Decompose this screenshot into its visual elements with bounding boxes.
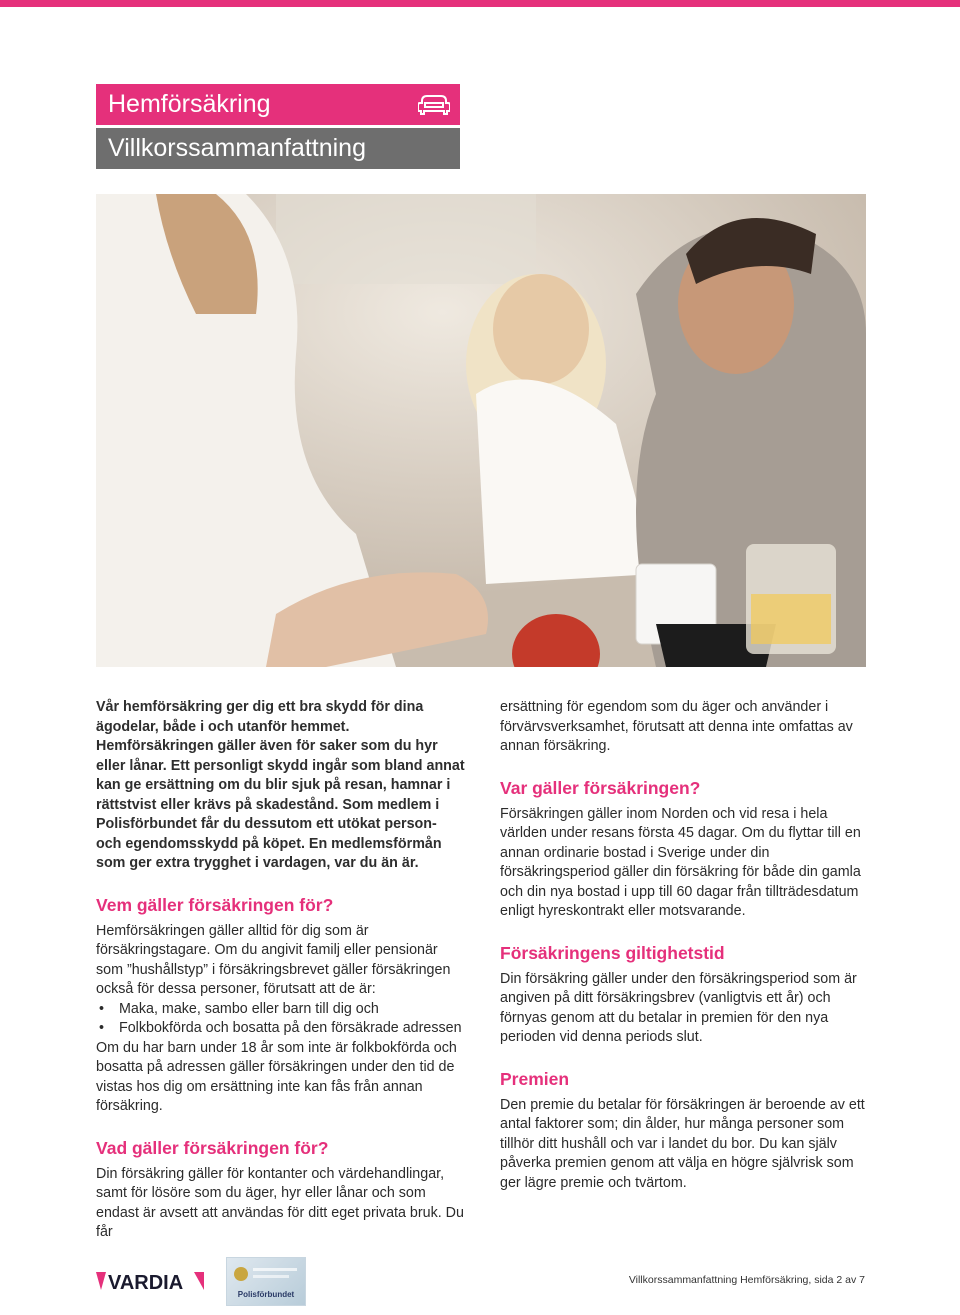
page-title-bar: [96, 84, 460, 125]
section-what: [96, 1137, 466, 1243]
badge-label: Polisförbundet: [237, 1290, 295, 1299]
page-subtitle: Villkorssammanfattning: [108, 134, 366, 162]
bullet-item: • Maka, make, sambo eller barn till dig och: [96, 1000, 466, 1020]
section-premium: [500, 1068, 870, 1194]
polisforbundet-badge: [226, 1257, 306, 1306]
section-heading-premium: Premien: [500, 1068, 570, 1089]
who-paragraph-2: Om du har barn under 18 år som inte är folkbokförda och bosatta på adressen gäller försäkringen under den tid de vistas hos dig om ersättning inte kan fås från annan försäkring.: [96, 1039, 457, 1114]
photo-illustration: [96, 194, 866, 667]
vardia-logo: [96, 1270, 204, 1292]
top-accent-stripe: [0, 0, 960, 7]
validity-paragraph: Din försäkring gäller under den försäkringsperiod som är angiven på ditt försäkringsbrev (vanligtvis ett år) och förnyas genom att du betalar in premien för den nya perioden vid denna periods slut.: [500, 970, 857, 1045]
section-continuation: [500, 698, 870, 757]
left-column: [96, 698, 466, 1263]
bullet-item: • Folkbokförda och bosatta på den försäkrade adressen: [96, 1019, 466, 1039]
section-validity: [500, 942, 870, 1048]
family-breakfast-photo: [96, 194, 866, 667]
page-footer-label: Villkorssammanfattning Hemförsäkring, sida 2 av 7: [628, 1274, 865, 1286]
who-paragraph: Hemförsäkringen gäller alltid för dig som är försäkringstagare. Om du angivit familj eller pensionär som ”hushållstyp” i försäkringsbrevet gäller försäkringen också för dessa personer, förutsatt att de är:: [96, 922, 451, 997]
section-heading-where: Var gäller försäkringen?: [500, 777, 701, 798]
section-who: [96, 894, 466, 1117]
section-heading-who: Vem gäller försäkringen för?: [96, 894, 334, 915]
continuation-paragraph: ersättning för egendom som du äger och använder i förvärvsverksamhet, förutsatt att denna inte omfattas av annan försäkring.: [500, 699, 853, 754]
page-title: Hemförsäkring: [108, 90, 271, 118]
intro-paragraph: Vår hemförsäkring ger dig ett bra skydd för dina ägodelar, både i och utanför hemmet. Hemförsäkringen gäller även för saker som du hyr eller lånar. Ett personligt skydd ingår som bland annat kan ge ersättning om du blir sjuk på resan, hamnar i rättstvist eller krävs på skadestånd. Som medlem i Polisförbundet får du dessutom ett utökat person- och egendomsskydd på köpet. En medlemsförmån som ger extra trygghet i vardagen, var du än är.: [96, 699, 465, 871]
brand-name: VARDIA: [108, 1272, 184, 1292]
section-heading-validity: Försäkringens giltighetstid: [500, 942, 725, 963]
sofa-icon: [418, 93, 450, 115]
page-subtitle-bar: [96, 128, 460, 169]
section-where: [500, 777, 870, 922]
premium-paragraph: Den premie du betalar för försäkringen är beroende av ett antal faktorer som; din ålder, hur många personer som tillhör ditt hushåll och var i landet du bor. Du kan själv påverka premien genom att välja en högre självrisk som ger lägre premie och tvärtom.: [500, 1096, 865, 1191]
section-heading-what: Vad gäller försäkringen för?: [96, 1137, 329, 1158]
right-column: [500, 698, 870, 1213]
what-paragraph: Din försäkring gäller för kontanter och värdehandlingar, samt för lösöre som du äger, hyr eller lånar och som endast är avsett att användas för ditt eget privata bruk. Du får: [96, 1165, 464, 1240]
where-paragraph: Försäkringen gäller inom Norden och vid resa i hela världen under resans första 45 dagar. Om du flyttar till en annan ordinarie bostad i Sverige under din försäkringsperiod gäller din försäkring för både din gamla och din nya bostad i upp till 60 dagar från tillträdesdatum enligt hyreskontrakt eller motsvarande.: [500, 805, 861, 919]
badge-emblem-icon: [227, 1258, 305, 1288]
